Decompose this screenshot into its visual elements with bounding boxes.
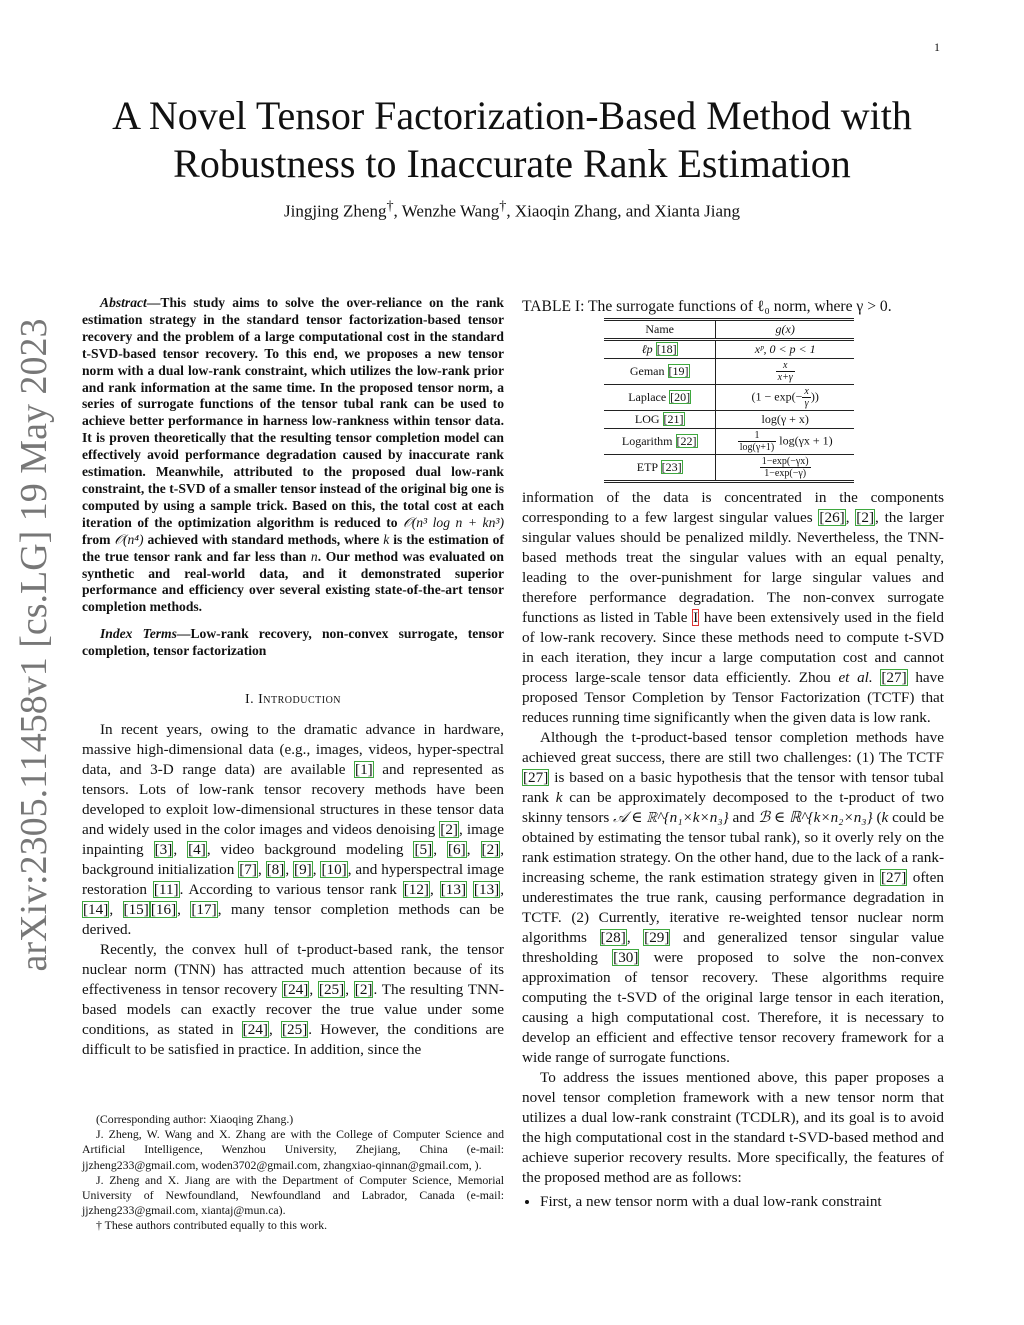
table-header-row	[604, 320, 854, 340]
citation-separator: ,	[257, 861, 266, 879]
list-item: • First, a new tensor norm with a dual low-rank constraint	[540, 1192, 944, 1212]
paragraph-text: , many tensor completion methods can be derived.	[82, 901, 505, 939]
citation-link[interactable]: [20]	[670, 390, 691, 404]
math-k: k	[555, 789, 563, 806]
citation-link[interactable]: [2]	[440, 821, 458, 839]
row-function	[716, 411, 854, 429]
left-column	[82, 295, 504, 1060]
citation-link[interactable]: [21]	[663, 412, 684, 426]
index-terms-dash: —	[176, 626, 191, 642]
row-function	[716, 359, 854, 385]
paragraph-text: have been extensively used in the field of low-rank recovery. Since these methods need to compute t-SVD in each iteration, they incur a large computation cost and cannot process large-scale tensor data efficiently. Zhou	[522, 609, 944, 686]
fraction	[776, 360, 795, 383]
right-paragraph-2	[522, 728, 944, 1068]
table-row	[604, 455, 854, 482]
citation-link[interactable]: [24]	[242, 1021, 268, 1039]
abstract-dash: —	[146, 295, 161, 310]
citation-separator: ,	[345, 981, 354, 999]
citation-link[interactable]: [12]	[403, 881, 429, 899]
math-tensor-A: 𝒜 ∈ ℝ^{n₁×k×n₃}	[613, 809, 729, 826]
row-function	[716, 455, 854, 482]
arxiv-id-text: arXiv:2305.11458v1 [cs.LG] 19 May 2023	[13, 318, 55, 972]
abstract-text: . Our method was evaluated on synthetic and real-world data, and it demonstrated superior performance and efficiency over several existing state-of-the-art tensor completion methods.	[82, 548, 504, 615]
citation-link[interactable]: [3]	[154, 841, 173, 859]
paragraph-text: . However, the conditions are difficult to be satisfied in practice. In addition, since the	[82, 1021, 505, 1059]
footnotes	[82, 1112, 504, 1234]
citation-link[interactable]: [8]	[266, 861, 285, 879]
citation-link[interactable]: [2]	[856, 509, 875, 526]
citation-link[interactable]: [30]	[613, 949, 639, 966]
footnote-affiliation-1: J. Zheng, W. Wang and X. Zhang are with the College of Computer Science and Artificial Intelligence, Wenzhou University, Zhejiang, China (e-mail: jjzheng233@gmail.com, woden3702@gmail.com, zhangxiao-qinnan@gmail.com, ).	[82, 1127, 504, 1172]
math-k: k	[881, 809, 889, 826]
citation-separator: ,	[268, 1021, 281, 1039]
function-text: log(γx + 1)	[776, 433, 833, 448]
citation-link[interactable]: [23]	[661, 460, 682, 474]
citation-link[interactable]: [11]	[153, 881, 179, 899]
function-text: xᵖ, 0 < p < 1	[754, 342, 816, 356]
right-column	[522, 488, 944, 1212]
index-terms-text: Low-rank recovery, non-convex surrogate, tensor completion, tensor factorization	[82, 626, 504, 659]
citation-separator: ,	[500, 881, 505, 899]
paragraph-text: have proposed Tensor Completion by Tensor Factorization (TCTF) that reduces running time significantly when the given data is low rank.	[522, 669, 945, 726]
page-number: 1	[934, 40, 940, 54]
equal-contribution-mark: †	[386, 198, 394, 214]
author-2: Wenzhe Wang	[401, 201, 500, 221]
fraction	[802, 386, 810, 409]
paragraph-text: were proposed to solve the non-convex approximation of tensor recovery. These algorithms require computing the t-SVD of the original large tensor in each iteration, causing a high computational cost. Therefore, it is necessary to develop an efficient and effective tensor recovery framework for a wide range of surrogate functions.	[522, 949, 944, 1066]
footnote-affiliation-2: J. Zheng and X. Jiang are with the Department of Computer Science, Memorial University of Newfoundland, Newfoundland and Labrador, Canada (e-mail: jjzheng233@gmail.com, xiantaj@mun.ca).	[82, 1172, 504, 1218]
surrogate-functions-table	[604, 318, 854, 483]
row-name-text: LOG	[634, 412, 663, 426]
abstract-text: This study aims to solve the over-reliance on the rank estimation strategy in the standard tensor factorization-based tensor recovery and the problem of a large computational cost in the standard t-SVD-based tensor recovery. To this end, we proposes a new tensor norm with a dual low-rank constraint, which utilizes the low-rank prior and rank information at the same time. In the proposed tensor norm, a series of surrogate functions of the tensor tubal rank can be used to achieve better performance in harness low-rankness within tensor data. It is proven theoretically that the resulting tensor completion model can effectively avoid performance degradation caused by inaccurate rank estimation. Meanwhile, attributed to the proposed dual low-rank constraint, the t-SVD of a smaller tensor instead of the original big one is computed by using a sample trick. Based on this, the total cost at each iteration of the optimization algorithm is reduced to	[82, 295, 504, 530]
paragraph-text: is based on a basic hypothesis that the tensor with tensor tubal rank	[522, 769, 944, 806]
table-row	[604, 429, 854, 455]
paragraph-text: , background initialization	[82, 841, 505, 879]
paragraph-text: , video background modeling	[206, 841, 414, 859]
fraction	[738, 430, 777, 453]
citation-link[interactable]: [13]	[440, 881, 467, 899]
citation-link[interactable]: [5]	[414, 841, 433, 859]
abstract-text: from	[82, 531, 115, 547]
paragraph-text: , and hyperspectral image restoration	[82, 861, 505, 899]
complexity-new: 𝒪(n³ log n + kn³)	[403, 514, 504, 530]
table-row	[604, 385, 854, 411]
arxiv-side-stamp	[8, 318, 60, 972]
citation-separator: ,	[173, 841, 188, 859]
citation-link[interactable]: [26]	[819, 509, 845, 526]
citation-separator: ,	[109, 901, 123, 919]
fraction-numerator: 1−exp(−γx)	[761, 456, 809, 467]
math-tensor-B: ℬ ∈ ℝ^{k×n₂×n₃}	[758, 809, 873, 826]
abstract-text: is the estimation of the true tensor rank and far less than	[82, 531, 504, 564]
row-name	[604, 411, 716, 429]
citation-link[interactable]: [10]	[321, 861, 347, 879]
feature-list	[522, 1192, 944, 1212]
citation-link[interactable]: [25]	[281, 1021, 308, 1039]
citation-separator: ,	[466, 841, 481, 859]
paragraph-text: could be obtained by estimating the tensor tubal rank), so it overly rely on the rank estimation strategy. On the other hand, due to the lack of a rank-increasing scheme, the rank estimation strategy given in	[522, 809, 945, 886]
row-name-text: Geman	[629, 364, 668, 378]
intro-paragraph-2	[82, 940, 504, 1060]
paragraph-text: . According to various tensor rank	[179, 881, 403, 899]
citation-link[interactable]: [2]	[354, 981, 373, 999]
row-name-text: ℓp	[641, 342, 656, 356]
abstract-text: achieved with standard methods, where	[143, 531, 384, 547]
fraction-numerator: 1	[738, 430, 777, 442]
citation-separator: ,	[177, 901, 191, 919]
paragraph-text: Although the t-product-based tensor completion methods have achieved great success, there are still two challenges: (1) The TCTF	[522, 729, 944, 766]
footnote-corresponding-author: (Corresponding author: Xiaoqing Zhang.)	[96, 1112, 294, 1126]
row-name	[604, 429, 716, 455]
function-text: log(γ + x)	[761, 412, 809, 426]
citation-link[interactable]: [28]	[600, 929, 626, 946]
paragraph-text: and represented as tensors. Lots of low-rank tensor recovery methods have been developed to exploit low-dimensional structures in these tensor data and widely used in the color images and videos denoising	[82, 761, 504, 839]
paper-title: A Novel Tensor Factorization-Based Method with Robustness to Inaccurate Rank Estimation	[112, 93, 912, 186]
row-name	[604, 455, 716, 482]
citation-separator: ,	[433, 841, 447, 859]
footnote-equal-contribution: † These authors contributed equally to this work.	[96, 1218, 328, 1233]
abstract	[82, 295, 504, 616]
function-text: ))	[810, 389, 819, 404]
abstract-label: Abstract	[100, 295, 147, 310]
paragraph-text: information of the data is concentrated in the components corresponding to a few largest singular values	[522, 489, 944, 526]
table-row	[604, 340, 854, 359]
row-name	[604, 359, 716, 385]
section-numeral: I.	[244, 692, 259, 708]
section-title: Introduction	[258, 692, 342, 708]
citation-link[interactable]: [22]	[676, 434, 697, 448]
right-paragraph-3: To address the issues mentioned above, this paper proposes a novel tensor completion framework with a new tensor norm that utilizes a dual low-rank constraint (TCDLR), and its goal is to avoid the high computational cost in the standard t-SVD-based method and achieve superior recovery results. More specifically, the features of the proposed method are as follows:	[522, 1069, 944, 1186]
row-function	[716, 385, 854, 411]
row-name-text: Laplace	[628, 390, 670, 404]
citation-link[interactable]: [9]	[294, 861, 312, 879]
math-k: k	[383, 531, 390, 547]
row-name	[604, 340, 716, 359]
citation-link[interactable]: [13]	[473, 881, 500, 899]
citation-separator: ,	[309, 981, 318, 999]
table-caption: TABLE I: The surrogate functions of ℓ₀ norm, where γ > 0.	[522, 298, 892, 315]
row-function	[716, 340, 854, 359]
paragraph-text: , image inpainting	[82, 821, 504, 859]
citation-link[interactable]: [17]	[191, 901, 217, 919]
citation-separator: ,	[430, 881, 440, 899]
citation-link[interactable]: [4]	[188, 841, 206, 859]
author-list	[60, 198, 964, 222]
fraction-denominator: γ	[804, 398, 809, 409]
equal-contribution-mark: †	[499, 198, 507, 214]
citation-link[interactable]: [25]	[318, 981, 345, 999]
row-function	[716, 429, 854, 455]
section-heading-introduction	[82, 690, 504, 710]
row-name-text: Logarithm	[621, 434, 676, 448]
citation-link[interactable]: [15]	[123, 901, 149, 919]
citation-separator: ,	[312, 861, 321, 879]
paragraph-text: Recently, the convex hull of t-product-based rank, the tensor nuclear norm (TNN) has attracted much attention because of its effectiveness in tensor recovery	[82, 941, 504, 999]
fraction-denominator: log(γ+1)	[739, 442, 775, 453]
remaining-authors: , Xiaoqin Zhang, and Xianta Jiang	[506, 201, 741, 221]
index-terms	[82, 626, 504, 660]
citation-link[interactable]: [14]	[83, 901, 109, 919]
complexity-old: 𝒪(n⁴)	[114, 531, 144, 547]
citation-separator: ,	[285, 861, 294, 879]
table-row	[604, 359, 854, 385]
function-text: (1 − exp(−	[751, 389, 803, 404]
fraction	[760, 456, 811, 479]
citation-link[interactable]: [24]	[283, 981, 309, 999]
citation-separator: ,	[626, 929, 644, 946]
fraction-numerator: x	[804, 386, 809, 397]
et-al-text: et al.	[838, 669, 873, 686]
paragraph-text: . The resulting TNN-based models can exactly recover the true value under some conditions, as stated in	[82, 981, 505, 1039]
citation-link[interactable]: [1]	[355, 761, 373, 779]
citation-link[interactable]: [2]	[481, 841, 500, 859]
table-reference-link[interactable]: I	[693, 609, 699, 626]
header-function: g(x)	[716, 320, 854, 340]
table-row	[604, 411, 854, 429]
paragraph-text: often underestimates the true rank, causing performance degradation in TCTF. (2) Currently, iterative re-weighted tensor nuclear norm algorithms	[522, 869, 944, 946]
citation-link[interactable]: [6]	[448, 841, 466, 859]
paragraph-text: In recent years, owing to the dramatic advance in hardware, massive high-dimensional data (e.g., images, videos, hyper-spectral data, and 3-D range data) are available	[82, 721, 504, 779]
citation-link[interactable]: [27]	[880, 869, 907, 886]
author-1: Jingjing Zheng	[283, 201, 387, 221]
fraction-numerator: x	[776, 360, 795, 372]
citation-link[interactable]: [27]	[881, 669, 907, 686]
index-terms-label: Index Terms	[100, 626, 177, 642]
citation-link[interactable]: [16]	[150, 901, 177, 919]
paragraph-text: (	[872, 809, 882, 826]
citation-link[interactable]: [29]	[644, 929, 670, 946]
intro-paragraph-1	[82, 720, 504, 940]
citation-separator: ,	[845, 509, 856, 526]
paragraph-text: and	[728, 809, 759, 826]
header-name: Name	[604, 320, 716, 340]
paragraph-text: , the larger singular values should be penalized mildly. Nevertheless, the TNN-based methods treat the singular values with an equal penalty, leading to the over-punishment for large singular values and therefore performance degradation. The non-convex surrogate functions as listed in Table	[522, 509, 945, 626]
row-name-text: ETP	[636, 460, 661, 474]
paragraph-text: can be approximately decomposed to the t-product of two skinny tensors	[522, 789, 944, 826]
fraction-denominator: x+γ	[777, 372, 793, 383]
paragraph-text: and generalized tensor singular value thresholding	[522, 929, 944, 966]
math-n: n	[310, 548, 318, 564]
citation-link[interactable]: [19]	[668, 364, 689, 378]
row-name	[604, 385, 716, 411]
fraction-denominator: 1−exp(−γ)	[764, 468, 807, 479]
right-paragraph-1	[522, 488, 944, 728]
citation-link[interactable]: [7]	[239, 861, 257, 879]
citation-link[interactable]: [18]	[656, 342, 677, 356]
author-separator: ,	[393, 201, 402, 221]
citation-link[interactable]: [27]	[523, 769, 549, 786]
